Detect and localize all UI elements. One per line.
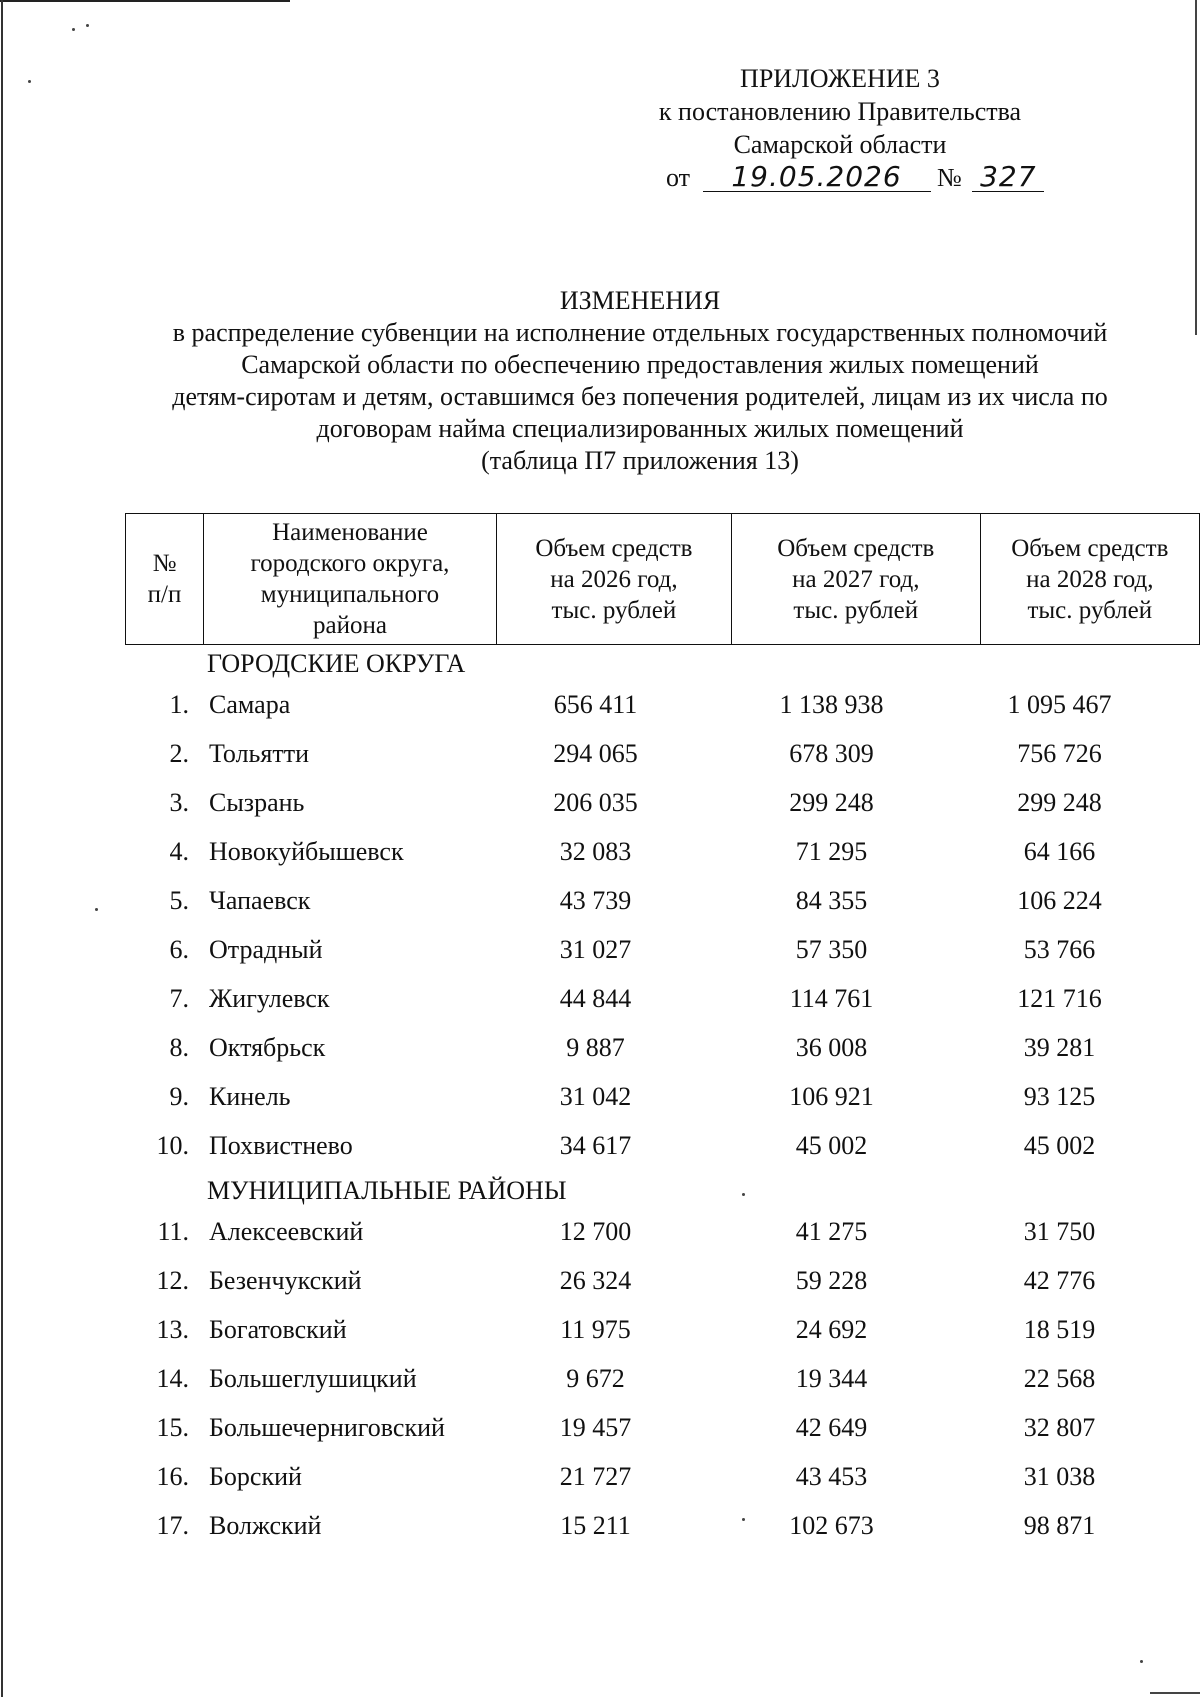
district-rows — [125, 1207, 1175, 1550]
header-text: муниципального — [260, 581, 440, 608]
title-line: (таблица П7 приложения 13) — [481, 446, 799, 475]
header-text: Объем средств — [777, 534, 935, 562]
row-name: Сызрань — [209, 788, 305, 817]
table-row — [125, 778, 1175, 827]
table-body — [125, 648, 1175, 1550]
attachment-region: Самарской области — [733, 130, 947, 159]
value-2027: 45 002 — [795, 1131, 868, 1160]
attachment-header — [620, 62, 1060, 194]
row-name: Безенчукский — [209, 1266, 362, 1295]
row-number: 7. — [169, 984, 189, 1013]
scan-speck — [72, 28, 75, 31]
attachment-reference: к постановлению Правительства — [658, 97, 1022, 126]
value-2026: 294 065 — [553, 739, 638, 768]
value-2026: 9 887 — [566, 1033, 625, 1062]
attachment-date-number — [620, 161, 1060, 194]
table-row — [125, 1354, 1175, 1403]
value-2028: 32 807 — [1023, 1413, 1096, 1442]
value-2027: 19 344 — [795, 1364, 868, 1393]
title-line: Самарской области по обеспечению предоставления жилых помещений — [241, 350, 1039, 379]
scan-edge-bottom — [1150, 1692, 1200, 1694]
header-text: на 2027 год, — [792, 565, 920, 593]
value-2028: 53 766 — [1023, 935, 1096, 964]
row-number: 15. — [156, 1413, 189, 1442]
header-text: Объем средств — [535, 534, 693, 562]
value-2026: 656 411 — [553, 690, 638, 719]
value-2028: 299 248 — [1017, 788, 1102, 817]
row-name: Большеглушицкий — [209, 1364, 417, 1393]
row-number: 2. — [169, 739, 189, 768]
row-name: Волжский — [209, 1511, 322, 1540]
value-2027: 106 921 — [789, 1082, 874, 1111]
row-number: 1. — [169, 690, 189, 719]
row-name: Чапаевск — [209, 886, 311, 915]
from-label: от — [666, 163, 691, 192]
row-name: Богатовский — [209, 1315, 347, 1344]
row-number: 14. — [156, 1364, 189, 1393]
value-2027: 36 008 — [795, 1033, 868, 1062]
value-2027: 43 453 — [795, 1462, 868, 1491]
value-2027: 24 692 — [795, 1315, 868, 1344]
row-name: Тольятти — [209, 739, 310, 768]
number-label: № — [937, 163, 962, 192]
row-number: 17. — [156, 1511, 189, 1540]
header-name — [204, 514, 497, 645]
table-row — [125, 876, 1175, 925]
value-2027: 114 761 — [789, 984, 874, 1013]
table-row — [125, 1452, 1175, 1501]
table-row — [125, 1072, 1175, 1121]
scan-speck — [95, 908, 98, 911]
scan-speck — [28, 80, 31, 83]
row-name: Кинель — [209, 1082, 291, 1111]
table-row — [125, 1305, 1175, 1354]
header-2027 — [731, 514, 980, 645]
value-2028: 18 519 — [1023, 1315, 1096, 1344]
value-2026: 43 739 — [559, 886, 632, 915]
value-2026: 31 042 — [559, 1082, 632, 1111]
scan-speck — [1140, 1660, 1143, 1663]
table-row — [125, 974, 1175, 1023]
row-number: 13. — [156, 1315, 189, 1344]
row-number: 16. — [156, 1462, 189, 1491]
table-row — [125, 1501, 1175, 1550]
value-2027: 59 228 — [795, 1266, 868, 1295]
value-2028: 98 871 — [1023, 1511, 1096, 1540]
document-title — [60, 285, 1200, 477]
header-text: тыс. рублей — [1027, 596, 1153, 624]
scan-speck — [86, 24, 89, 27]
value-2028: 64 166 — [1023, 837, 1096, 866]
title-line: детям-сиротам и детям, оставшимся без попечения родителей, лицам из их числа по — [172, 382, 1108, 411]
row-name: Октябрьск — [209, 1033, 326, 1062]
value-2028: 45 002 — [1023, 1131, 1096, 1160]
section-municipal-districts: МУНИЦИПАЛЬНЫЕ РАЙОНЫ — [207, 1176, 567, 1205]
scan-edge-left — [1, 0, 3, 1697]
row-name: Алексеевский — [209, 1217, 364, 1246]
value-2028: 756 726 — [1017, 739, 1102, 768]
value-2028: 42 776 — [1023, 1266, 1096, 1295]
row-number: 9. — [169, 1082, 189, 1111]
value-2026: 11 975 — [560, 1315, 631, 1344]
value-2027: 84 355 — [795, 886, 868, 915]
header-text: района — [313, 612, 387, 639]
value-2026: 206 035 — [553, 788, 638, 817]
row-number: 12. — [156, 1266, 189, 1295]
row-name: Жигулевск — [209, 984, 330, 1013]
header-text: п/п — [147, 581, 182, 608]
value-2026: 21 727 — [559, 1462, 632, 1491]
value-2027: 41 275 — [795, 1217, 868, 1246]
table-row — [125, 1207, 1175, 1256]
value-2026: 44 844 — [559, 984, 632, 1013]
table-row — [125, 1023, 1175, 1072]
row-name: Новокуйбышевск — [209, 837, 404, 866]
value-2026: 12 700 — [559, 1217, 632, 1246]
header-text: на 2028 год, — [1026, 565, 1154, 593]
header-2026 — [496, 514, 731, 645]
row-name: Похвистнево — [209, 1131, 353, 1160]
value-2026: 19 457 — [559, 1413, 632, 1442]
title-line: договорам найма специализированных жилых помещений — [316, 414, 964, 443]
value-2026: 15 211 — [560, 1511, 631, 1540]
value-2026: 31 027 — [559, 935, 632, 964]
row-name: Большечерниговский — [209, 1413, 445, 1442]
value-2026: 32 083 — [559, 837, 632, 866]
row-number: 3. — [169, 788, 189, 817]
value-2026: 26 324 — [559, 1266, 632, 1295]
value-2026: 9 672 — [566, 1364, 625, 1393]
attachment-title: ПРИЛОЖЕНИЕ 3 — [740, 64, 940, 93]
table-row — [125, 680, 1175, 729]
title-line: в распределение субвенции на исполнение отдельных государственных полномочий — [172, 318, 1108, 347]
value-2026: 34 617 — [559, 1131, 632, 1160]
header-text: на 2026 год, — [550, 565, 678, 593]
scan-edge-top — [0, 0, 290, 2]
value-2028: 39 281 — [1023, 1033, 1096, 1062]
value-2027: 1 138 938 — [779, 690, 884, 719]
value-2028: 1 095 467 — [1007, 690, 1112, 719]
header-text: тыс. рублей — [793, 596, 919, 624]
header-2028 — [980, 514, 1199, 645]
row-number: 8. — [169, 1033, 189, 1062]
table-row — [125, 1403, 1175, 1452]
row-name: Отрадный — [209, 935, 323, 964]
table-row — [125, 729, 1175, 778]
value-2028: 22 568 — [1023, 1364, 1096, 1393]
header-text: городского округа, — [250, 550, 450, 577]
row-number: 6. — [169, 935, 189, 964]
header-text: тыс. рублей — [551, 596, 677, 624]
table-row — [125, 925, 1175, 974]
value-2028: 93 125 — [1023, 1082, 1096, 1111]
value-2027: 678 309 — [789, 739, 874, 768]
row-number: 5. — [169, 886, 189, 915]
header-text: № — [152, 550, 177, 577]
header-number — [126, 514, 204, 645]
section-city-districts: ГОРОДСКИЕ ОКРУГА — [207, 649, 466, 678]
city-rows — [125, 680, 1175, 1170]
title-heading: ИЗМЕНЕНИЯ — [559, 286, 721, 315]
value-2027: 71 295 — [795, 837, 868, 866]
value-2028: 121 716 — [1017, 984, 1102, 1013]
handwritten-number: 327 — [972, 163, 1044, 192]
value-2028: 106 224 — [1017, 886, 1102, 915]
value-2028: 31 750 — [1023, 1217, 1096, 1246]
value-2027: 299 248 — [789, 788, 874, 817]
value-2027: 102 673 — [789, 1511, 874, 1540]
row-number: 4. — [169, 837, 189, 866]
table-row — [125, 1121, 1175, 1170]
table-row — [125, 827, 1175, 876]
header-text: Наименование — [272, 519, 428, 546]
row-number: 10. — [156, 1131, 189, 1160]
row-name: Борский — [209, 1462, 302, 1491]
table-header — [125, 513, 1200, 645]
table-row — [125, 1256, 1175, 1305]
row-number: 11. — [157, 1217, 189, 1246]
header-text: Объем средств — [1011, 534, 1169, 562]
handwritten-date: 19.05.2026 — [703, 163, 931, 192]
value-2028: 31 038 — [1023, 1462, 1096, 1491]
value-2027: 42 649 — [795, 1413, 868, 1442]
row-name: Самара — [209, 690, 291, 719]
value-2027: 57 350 — [795, 935, 868, 964]
